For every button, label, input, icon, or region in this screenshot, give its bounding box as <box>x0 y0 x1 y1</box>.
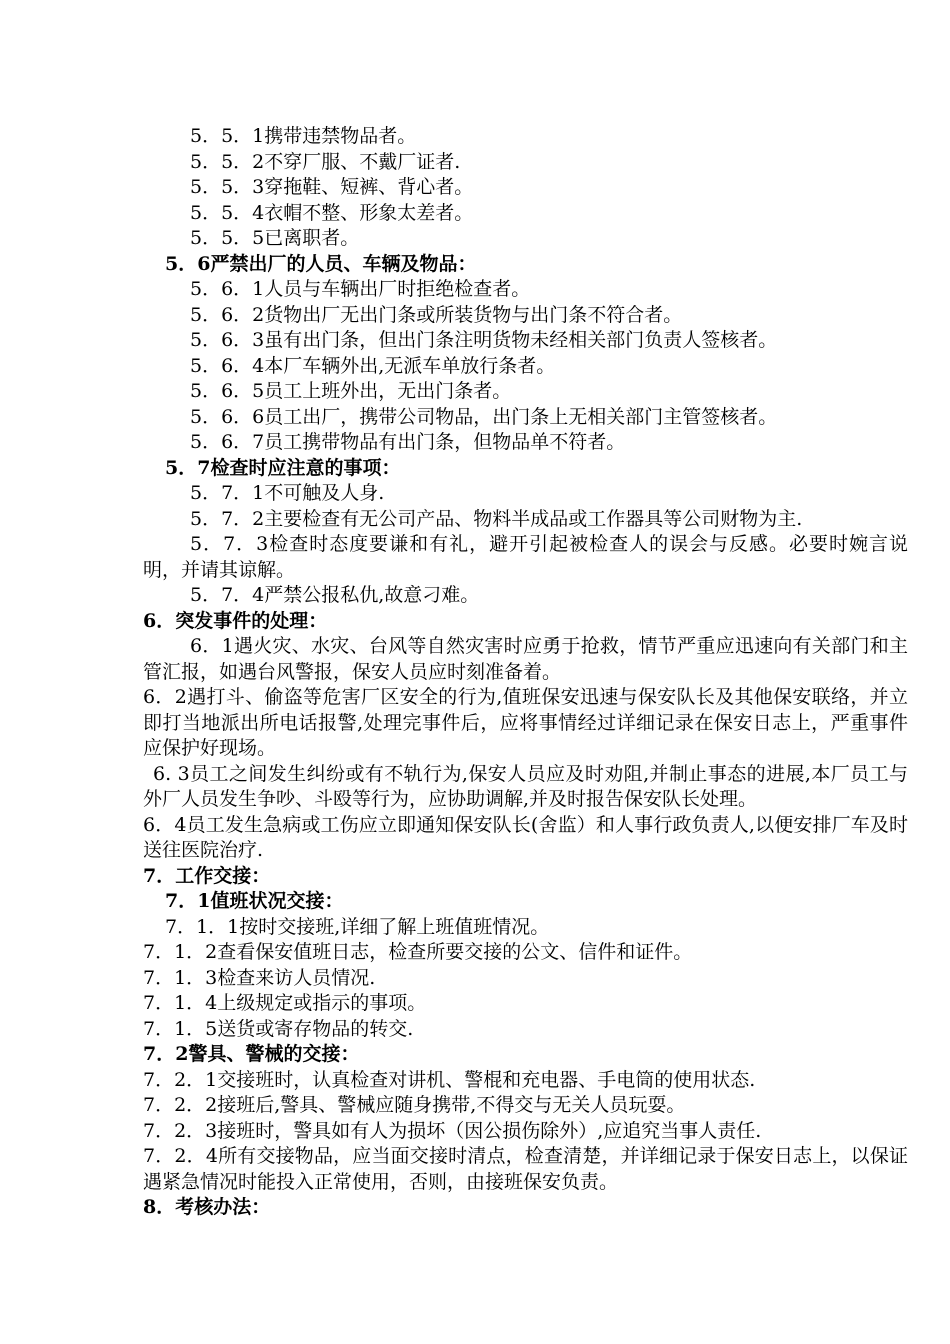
clause-7-1-4: 7．1．4上级规定或指示的事项。 <box>143 992 427 1014</box>
clause-5-6-4: 5．6．4本厂车辆外出,无派车单放行条者。 <box>190 354 556 377</box>
clause-7-1-1: 7．1．1按时交接班,详细了解上班值班情况。 <box>165 915 550 938</box>
clause-5-6-1: 5．6．1人员与车辆出厂时拒绝检查者。 <box>190 278 531 300</box>
clause-5-7-3: 5．7．3检查时态度要谦和有礼，避开引起被检查人的误会与反感。必要时婉言说明，并请其谅解。 <box>143 533 908 581</box>
heading-7: 7．工作交接： <box>143 864 271 887</box>
clause-7-2-4: 7．2．4所有交接物品，应当面交接时清点，检查清楚，并详细记录于保安日志上，以保证遇紧急情况时能投入正常使用，否则，由接班保安负责。 <box>143 1145 908 1193</box>
clause-6-3: 6. 3员工之间发生纠纷或有不轨行为,保安人员应及时劝阻,并制止事态的进展,本厂员工与外厂人员发生争吵、斗殴等行为，应协助调解,并及时报告保安队长处理。 <box>143 762 908 810</box>
heading-5-7: 5．7检查时应注意的事项： <box>165 456 401 479</box>
heading-7-2: 7．2警具、警械的交接： <box>143 1043 360 1065</box>
clause-5-5-2: 5．5．2不穿厂服、不戴厂证者. <box>190 150 461 173</box>
clause-5-5-5: 5．5．5已离职者。 <box>190 227 360 249</box>
clause-6-4: 6．4员工发生急病或工伤应立即通知保安队长(舍监）和人事行政负责人,以便安排厂车及时送往医院治疗. <box>143 813 908 861</box>
clause-5-5-3: 5．5．3穿拖鞋、短裤、背心者。 <box>190 176 474 198</box>
clause-5-7-1: 5．7．1不可触及人身. <box>190 482 385 504</box>
heading-8: 8．考核办法： <box>143 1196 271 1218</box>
heading-5-6: 5．6严禁出厂的人员、车辆及物品： <box>165 252 477 275</box>
clause-7-2-3: 7．2．3接班时，警具如有人为损坏（因公损伤除外）,应追究当事人责任. <box>143 1119 762 1142</box>
clause-5-5-4: 5．5．4衣帽不整、形象太差者。 <box>190 201 474 224</box>
clause-5-6-7: 5．6．7员工携带物品有出门条，但物品单不符者。 <box>190 431 626 453</box>
clause-5-6-2: 5．6．2货物出厂无出门条或所装货物与出门条不符合者。 <box>190 303 683 326</box>
clause-5-6-6: 5．6．6员工出厂，携带公司物品，出门条上无相关部门主管签核者。 <box>190 405 778 428</box>
heading-7-1: 7．1值班状况交接： <box>165 890 344 912</box>
clause-5-6-5: 5．6．5员工上班外出，无出门条者。 <box>190 380 512 402</box>
clause-7-2-1: 7．2．1交接班时，认真检查对讲机、警棍和充电器、手电筒的使用状态. <box>143 1068 756 1091</box>
clause-7-1-5: 7．1．5送货或寄存物品的转交. <box>143 1017 414 1040</box>
clause-7-2-2: 7．2．2接班后,警具、警械应随身携带,不得交与无关人员玩耍。 <box>143 1094 686 1116</box>
heading-6: 6．突发事件的处理： <box>143 609 328 632</box>
document-body <box>143 124 908 1221</box>
clause-6-2: 6．2遇打斗、偷盗等危害厂区安全的行为,值班保安迅速与保安队长及其他保安联络，并立即打当地派出所电话报警,处理完事件后，应将事情经过详细记录在保安日志上，严重事件应保护好现场。 <box>143 686 908 759</box>
clause-5-5-1: 5．5．1携带违禁物品者。 <box>190 125 417 147</box>
clause-7-1-2: 7．1．2查看保安值班日志，检查所要交接的公文、信件和证件。 <box>143 941 693 963</box>
clause-6-1: 6．1遇火灾、水灾、台风等自然灾害时应勇于抢救，情节严重应迅速向有关部门和主管汇报，如遇台风警报，保安人员应时刻准备着。 <box>143 635 908 683</box>
clause-7-1-3: 7．1．3检查来访人员情况. <box>143 966 376 989</box>
clause-5-7-4: 5．7．4严禁公报私仇,故意刁难。 <box>190 584 480 606</box>
clause-5-7-2: 5．7．2主要检查有无公司产品、物料半成品或工作器具等公司财物为主. <box>190 507 803 530</box>
clause-5-6-3: 5．6．3虽有出门条，但出门条注明货物未经相关部门负责人签核者。 <box>190 329 778 351</box>
